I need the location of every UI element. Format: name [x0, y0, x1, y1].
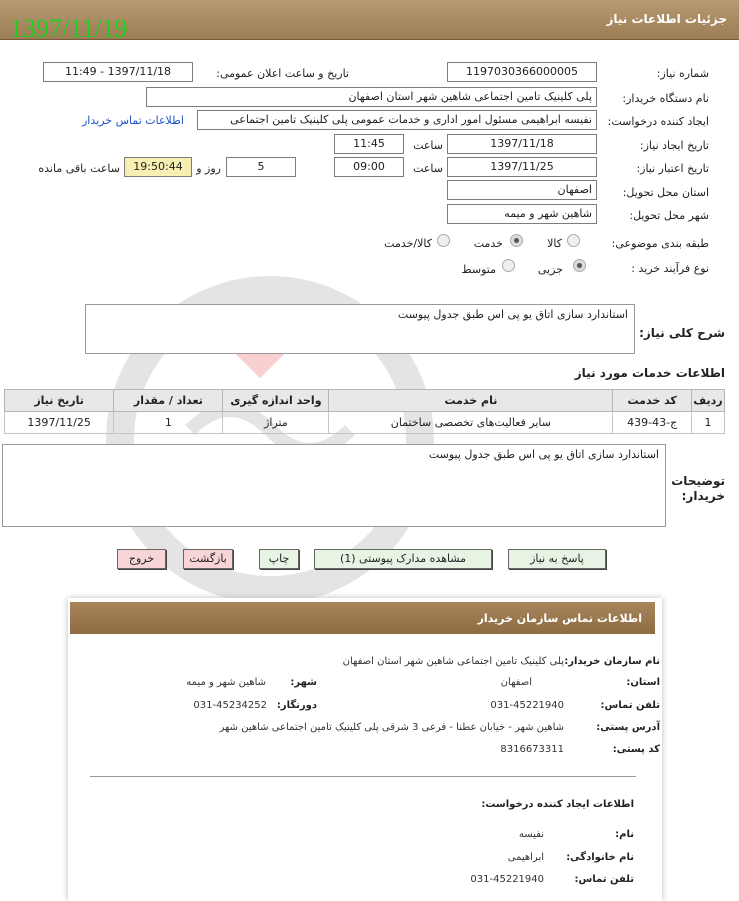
city-contact-value: شاهین شهر و میمه [186, 677, 266, 688]
process-partial-label: جزیی [537, 263, 563, 276]
creator-label: ایجاد کننده درخواست: [607, 115, 709, 128]
reply-button[interactable]: پاسخ به نیاز [508, 549, 606, 569]
fax-label: دورنگار: [276, 700, 317, 711]
buyer-field[interactable]: پلی کلینیک تامین اجتماعی شاهین شهر استان اصفهان [146, 87, 597, 107]
back-button[interactable]: بازگشت [183, 549, 233, 569]
services-table [4, 389, 725, 434]
process-medium-label: متوسط [461, 263, 496, 276]
valid-date-label: تاریخ اعتبار نیاز: [636, 162, 709, 175]
city-contact-label: شهر: [290, 677, 317, 688]
created-date-field[interactable]: 1397/11/18 [447, 134, 597, 154]
cell-date: 1397/11/25 [5, 412, 114, 434]
services-title: اطلاعات خدمات مورد نیاز [574, 366, 725, 380]
valid-time-field[interactable]: 09:00 [334, 157, 404, 177]
creator-phone-label: تلفن تماس: [574, 874, 634, 885]
address-value: شاهین شهر - خیابان عطنا - فرعی 3 شرقی پلی کلینیک تامین اجتماعی شاهین شهر [219, 722, 564, 733]
created-time-field[interactable]: 11:45 [334, 134, 404, 154]
province-label: استان محل تحویل: [622, 186, 709, 199]
creator-info-title: اطلاعات ایجاد کننده درخواست: [481, 799, 634, 810]
fax-value: 031-45234252 [193, 700, 267, 711]
process-label: نوع فرآیند خرید : [631, 262, 709, 275]
cell-row: 1 [692, 412, 725, 434]
page-title: جزئیات اطلاعات نیاز [606, 12, 727, 26]
name-label: نام: [615, 829, 634, 840]
process-medium-radio[interactable] [502, 259, 515, 272]
cell-unit: متراژ [223, 412, 329, 434]
valid-time-label: ساعت [413, 162, 443, 175]
announce-label: تاریخ و ساعت اعلان عمومی: [216, 67, 349, 80]
phone-label: تلفن تماس: [600, 700, 660, 711]
postal-value: 8316673311 [500, 744, 564, 755]
city-field[interactable]: شاهین شهر و میمه [447, 204, 597, 224]
family-label: نام خانوادگی: [566, 852, 634, 863]
address-label: آدرس پستی: [596, 722, 660, 733]
col-code: کد خدمت [613, 390, 692, 412]
postal-label: کد پستی: [612, 744, 660, 755]
category-goods-radio[interactable] [567, 234, 580, 247]
col-name: نام خدمت [329, 390, 613, 412]
buyer-notes-label-2: خریدار: [681, 489, 725, 503]
creator-field[interactable]: نفیسه ابراهیمی مسئول امور اداری و خدمات عمومی پلی کلینیک تامین اجتماعی [197, 110, 597, 130]
cell-code: ج-43-439 [613, 412, 692, 434]
days-label: روز و [196, 162, 221, 175]
cell-qty: 1 [114, 412, 223, 434]
valid-date-field[interactable]: 1397/11/25 [447, 157, 597, 177]
col-date: تاریخ نیاز [5, 390, 114, 412]
contact-card-title: اطلاعات تماس سازمان خریدار [477, 612, 642, 625]
city-label: شهر محل تحویل: [629, 209, 709, 222]
org-label: نام سازمان خریدار: [564, 656, 660, 667]
category-goods-label: کالا [547, 237, 562, 250]
process-partial-radio[interactable] [573, 259, 586, 272]
exit-button[interactable]: خروج [117, 549, 166, 569]
need-number-label: شماره نیاز: [656, 67, 709, 80]
category-label: طبقه بندی موضوعی: [611, 237, 709, 250]
contact-info-link[interactable]: اطلاعات تماس خریدار [82, 114, 184, 127]
family-value: ابراهیمی [507, 852, 544, 863]
need-number-field[interactable]: 1197030366000005 [447, 62, 597, 82]
org-value: پلی کلینیک تامین اجتماعی شاهین شهر استان اصفهان [342, 656, 564, 667]
buyer-notes-textarea[interactable]: استاندارد سازی اتاق یو پی اس طبق جدول پیوست [2, 444, 666, 527]
remaining-label: ساعت باقی مانده [38, 162, 120, 175]
table-row[interactable] [5, 412, 725, 434]
name-value: نفیسه [518, 829, 544, 840]
col-unit: واحد اندازه گیری [223, 390, 329, 412]
buyer-label: نام دستگاه خریدار: [622, 92, 709, 105]
phone-value: 031-45221940 [490, 700, 564, 711]
category-both-radio[interactable] [437, 234, 450, 247]
creator-phone-value: 031-45221940 [470, 874, 544, 885]
remaining-time-field: 19:50:44 [124, 157, 192, 177]
summary-textarea[interactable]: استاندارد سازی اتاق یو پی اس طبق جدول پیوست [85, 304, 635, 354]
buyer-notes-label: توضیحات [671, 474, 725, 488]
date-stamp: 1397/11/19 [10, 14, 128, 43]
print-button[interactable]: چاپ [259, 549, 299, 569]
created-time-label: ساعت [413, 139, 443, 152]
divider [90, 776, 636, 777]
col-row: ردیف [692, 390, 725, 412]
category-both-label: کالا/خدمت [384, 237, 432, 250]
summary-label: شرح کلی نیاز: [639, 326, 725, 340]
province-contact-label: استان: [626, 677, 660, 688]
col-qty: تعداد / مقدار [114, 390, 223, 412]
province-contact-value: اصفهان [500, 677, 532, 688]
category-service-label: خدمت [473, 237, 503, 250]
created-date-label: تاریخ ایجاد نیاز: [639, 139, 709, 152]
days-field[interactable]: 5 [226, 157, 296, 177]
announce-field[interactable]: 1397/11/18 - 11:49 [43, 62, 193, 82]
category-service-radio[interactable] [510, 234, 523, 247]
province-field[interactable]: اصفهان [447, 180, 597, 200]
cell-name: سایر فعالیت‌های تخصصی ساختمان [329, 412, 613, 434]
view-documents-button[interactable]: مشاهده مدارک پیوستی (1) [314, 549, 492, 569]
